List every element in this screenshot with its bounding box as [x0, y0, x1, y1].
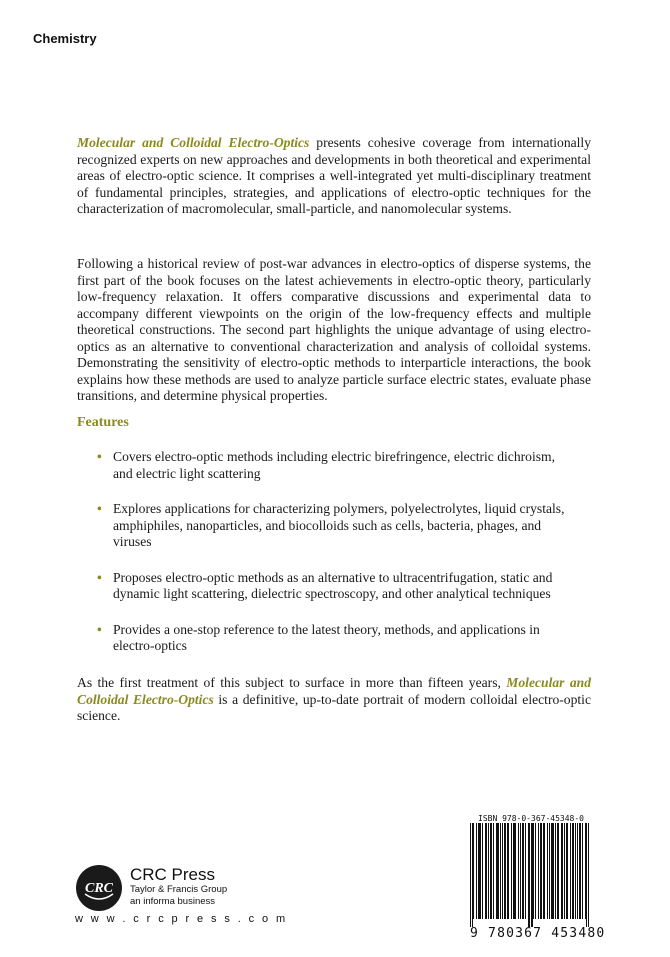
- barcode-bar: [572, 823, 573, 919]
- barcode-bar: [543, 823, 544, 919]
- bullet-icon: •: [97, 449, 102, 464]
- barcode-bar: [558, 823, 559, 919]
- barcode-bar: [566, 823, 567, 919]
- isbn-barcode: [470, 814, 606, 941]
- barcode-bar: [585, 823, 586, 919]
- bullet-icon: •: [97, 501, 102, 516]
- barcode-bar: [514, 823, 515, 919]
- book-title-emphasis: Molecular and Colloidal Electro-Optics: [77, 675, 591, 707]
- barcode-bar: [528, 823, 529, 927]
- barcode-bar: [564, 823, 565, 919]
- barcode-bar: [502, 823, 503, 919]
- feature-text: Covers electro-optic methods including electric birefringence, electric dichroism, and electric light scattering: [113, 449, 556, 481]
- barcode-bar: [532, 823, 533, 927]
- barcode-bar: [535, 823, 536, 919]
- barcode-bar: [579, 823, 580, 919]
- feature-text: Proposes electro-optic methods as an alternative to ultracentrifugation, static and dynamic light scattering, dielectric spectroscopy, and other analytical techniques: [113, 569, 553, 601]
- barcode-number: 9 780367 453480: [470, 926, 606, 941]
- features-list: [97, 449, 567, 674]
- barcode-bar: [538, 823, 539, 919]
- publisher-brand: [130, 865, 227, 908]
- barcode-bar: [561, 823, 562, 919]
- barcode-bar: [588, 823, 589, 927]
- barcode-bar: [567, 823, 568, 919]
- description-paragraph-3: [77, 675, 591, 725]
- barcode-bar: [497, 823, 498, 919]
- barcode-bar: [575, 823, 576, 919]
- barcode-bar: [507, 823, 508, 919]
- barcode-bar: [473, 823, 474, 919]
- barcode-bar: [580, 823, 581, 919]
- barcode-bar: [511, 823, 512, 919]
- feature-item: [97, 501, 567, 551]
- barcode-bar: [488, 823, 489, 919]
- barcode-bar: [491, 823, 492, 919]
- feature-item: [97, 449, 567, 482]
- barcode-bar: [551, 823, 552, 919]
- barcode-bar: [476, 823, 477, 919]
- barcode-bar: [562, 823, 563, 919]
- barcode-bar: [498, 823, 499, 919]
- barcode-bar: [552, 823, 553, 919]
- barcode-bar: [508, 823, 509, 919]
- publisher-tagline: an informa business: [130, 896, 216, 907]
- publisher-website: w w w . c r c p r e s s . c o m: [75, 913, 288, 925]
- paragraph-text: is a definitive, up-to-date portrait of modern colloidal electro-optic science.: [77, 691, 591, 723]
- barcode-bar: [496, 823, 497, 919]
- barcode-bar: [557, 823, 558, 919]
- barcode-bar: [523, 823, 524, 919]
- barcode-bar: [531, 823, 532, 927]
- barcode-bar: [493, 823, 494, 919]
- barcode-bar: [544, 823, 545, 919]
- barcode-bar: [478, 823, 479, 919]
- publisher-name: CRC Press: [130, 865, 216, 884]
- barcode-bar: [490, 823, 491, 919]
- barcode-bar: [522, 823, 523, 919]
- feature-item: [97, 570, 567, 603]
- barcode-bar: [504, 823, 505, 919]
- features-heading: Features: [77, 415, 129, 430]
- barcode-bar: [515, 823, 516, 919]
- barcode-bar: [547, 823, 548, 919]
- feature-text: Provides a one-stop reference to the latest theory, methods, and applications in electro-optics: [113, 621, 540, 653]
- barcode-bar: [541, 823, 542, 919]
- crc-logo-icon: [75, 864, 123, 912]
- barcode-bar: [525, 823, 526, 919]
- barcode-bar: [505, 823, 506, 919]
- description-paragraph-2: Following a historical review of post-war advances in electro-optics of disperse systems, the first part of the book focuses on the latest achievements in electro-optic theory, particularly low-frequency relaxation. It offers comparative discussions and experimental data to accompany different viewpoints on the origin of the low-frequency effects and multiple theoretical constructions. The second part highlights the unique advantage of using electro-optics as an alternative to conventional characterization and analysis of colloidal systems. Demonstrating the sensitivity of electro-optic methods to interparticle interactions, the book explains how these methods are used to analyze particle surface electric states, evaluate phase transitions, and determine physical properties.: [77, 256, 591, 403]
- barcode-bar: [582, 823, 583, 919]
- barcode-bar: [482, 823, 483, 919]
- barcode-bar: [486, 823, 487, 919]
- description-paragraph-1: [77, 135, 591, 218]
- paragraph-text: As the first treatment of this subject to surface in more than fifteen years,: [77, 675, 507, 690]
- barcode-bar: [518, 823, 519, 919]
- barcode-bar: [555, 823, 556, 919]
- barcode-bar: [573, 823, 574, 919]
- category-label: Chemistry: [33, 31, 97, 46]
- barcode-bar: [520, 823, 521, 919]
- isbn-label: ISBN 978-0-367-45348-0: [478, 814, 584, 823]
- barcode-bar: [529, 823, 530, 927]
- bullet-icon: •: [97, 621, 102, 637]
- barcode-bar: [549, 823, 550, 919]
- barcode-bar: [470, 823, 471, 927]
- barcode-bar: [570, 823, 571, 919]
- barcode-bar: [500, 823, 501, 919]
- barcode-bar: [586, 823, 587, 927]
- paragraph-text: presents cohesive coverage from internationally recognized experts on new approaches and developments in both theoretical and experimental areas of electro-optic science. It comprises a well-integrated yet multi-disciplinary treatment of fundamental principles, strategies, and applications of electro-optic techniques for the characterization of macromolecular, small-particle, and nanomolecular systems.: [77, 135, 591, 216]
- book-title-emphasis: Molecular and Colloidal Electro-Optics: [77, 135, 310, 150]
- barcode-bars: [470, 823, 592, 927]
- barcode-bar: [553, 823, 554, 919]
- barcode-bar: [480, 823, 481, 919]
- publisher-group: Taylor & Francis Group: [130, 884, 228, 895]
- barcode-bar: [485, 823, 486, 919]
- feature-item: [97, 622, 567, 655]
- barcode-bar: [533, 823, 534, 919]
- barcode-bar: [540, 823, 541, 919]
- barcode-bar: [513, 823, 514, 919]
- logo-text: CRC: [84, 881, 114, 896]
- barcode-bar: [479, 823, 480, 919]
- barcode-bar: [577, 823, 578, 919]
- feature-text: Explores applications for characterizing polymers, polyelectrolytes, liquid crystals, amphiphiles, nanoparticles, and biocolloids such as cells, bacteria, phages, and viruses: [113, 501, 565, 549]
- barcode-bar: [472, 823, 473, 927]
- bullet-icon: •: [97, 569, 102, 585]
